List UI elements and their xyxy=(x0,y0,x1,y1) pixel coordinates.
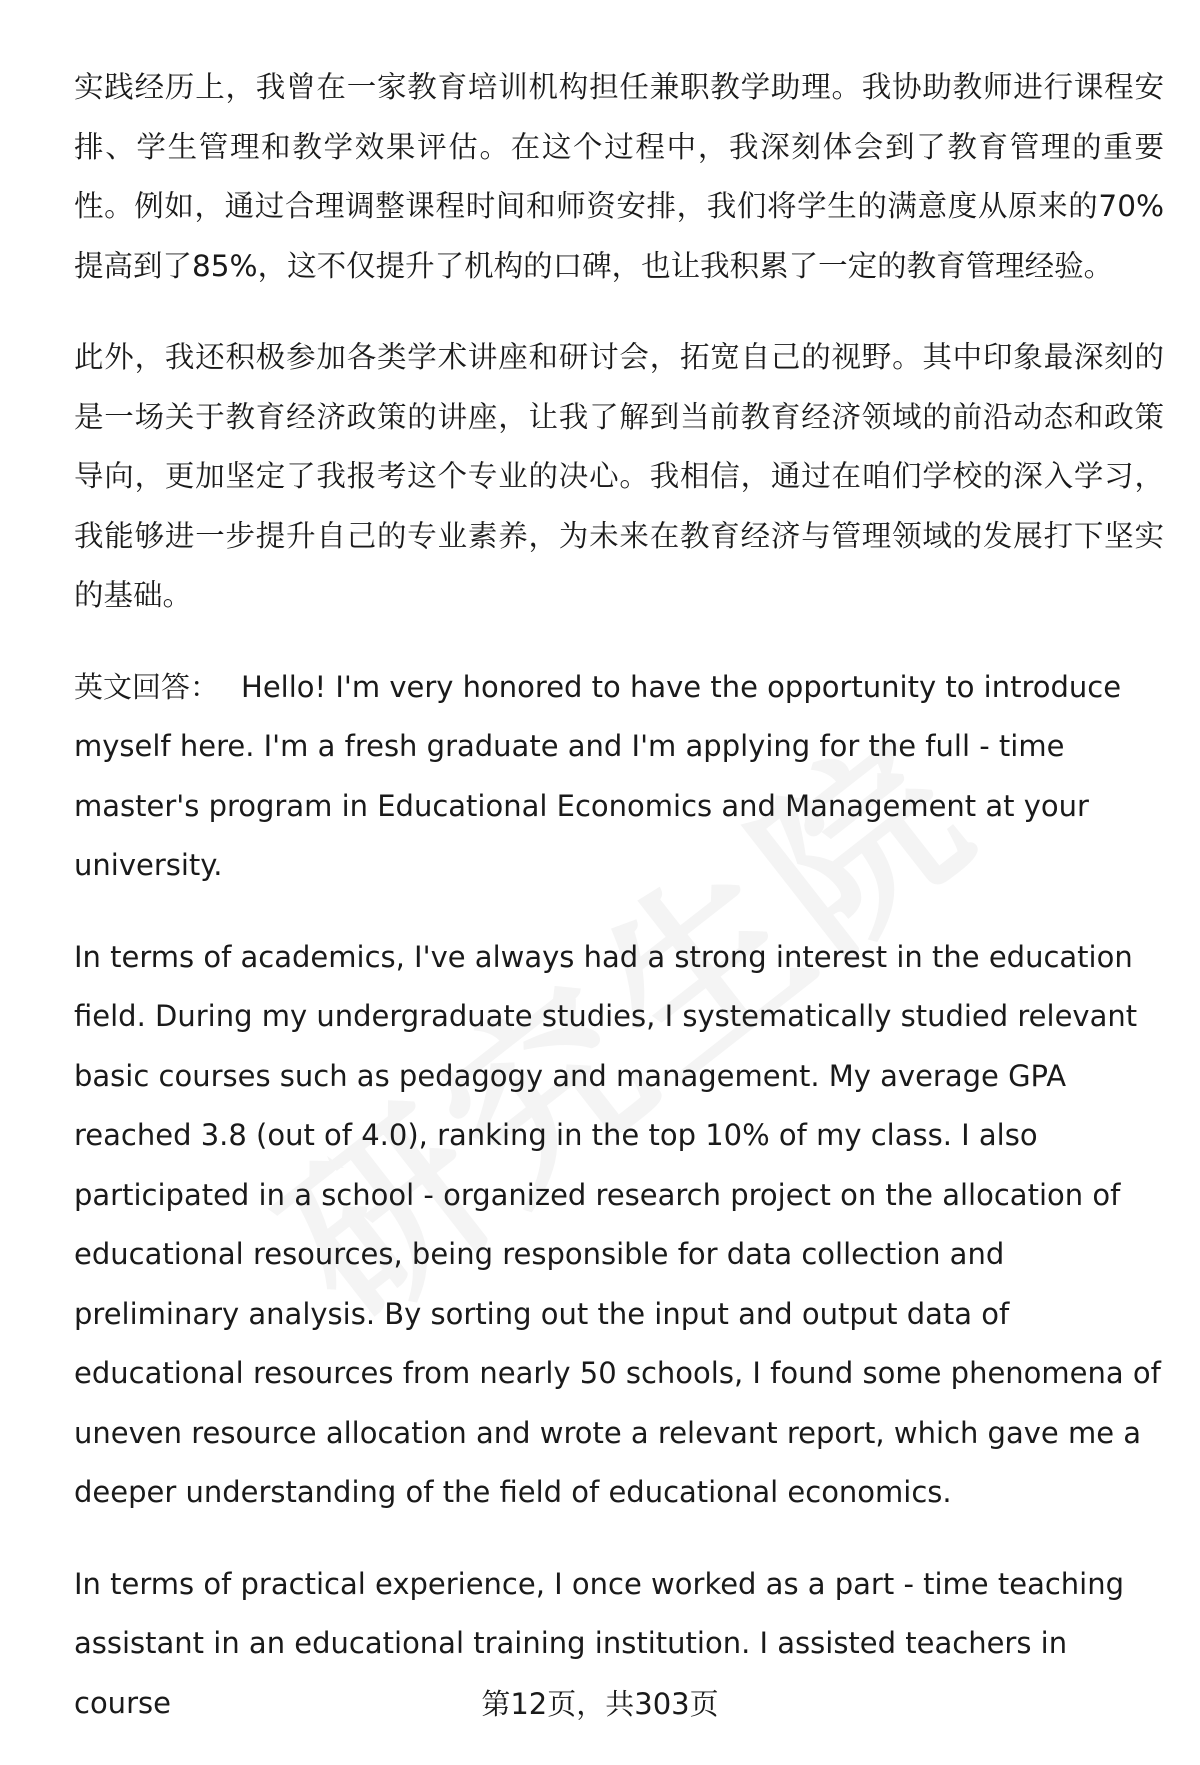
paragraph-academics-en: In terms of academics, I've always had a strong interest in the education field. During my undergraduate studies, I systematically studied relevant basic courses such as pedagogy and management. My average GPA reached 3.8 (out of 4.0), ranking in the top 10% of my class. I also participated in a school - organized research project on the allocation of educational resources, being responsible for data collection and preliminary analysis. By sorting out the input and output data of educational resources from nearly 50 schools, I found some phenomena of uneven resource allocation and wrote a relevant report, which gave me a deeper understanding of the field of educational economics. xyxy=(74,939,1161,1509)
paragraph-activities-cn: 此外，我还积极参加各类学术讲座和研讨会，拓宽自己的视野。其中印象最深刻的是一场关于教育经济政策的讲座，让我了解到当前教育经济领域的前沿动态和政策导向，更加坚定了我报考这个专业的决心。我相信，通过在咱们学校的深入学习，我能够进一步提升自己的专业素养，为未来在教育经济与管理领域的发展打下坚实的基础。 xyxy=(74,340,1164,612)
paragraph-intro-en xyxy=(74,658,1164,896)
intro-en-text: Hello! I'm very honored to have the opportunity to introduce myself here. I'm a fresh graduate and I'm applying for the full - time master's program in Educational Economics and Management at your university. xyxy=(74,669,1122,882)
english-answer-label: 英文回答： xyxy=(74,669,220,704)
paragraph-practice-cn: 实践经历上，我曾在一家教育培训机构担任兼职教学助理。我协助教师进行课程安排、学生管理和教学效果评估。在这个过程中，我深刻体会到了教育管理的重要性。例如，通过合理调整课程时间和师资安排，我们将学生的满意度从原来的70%提高到了85%，这不仅提升了机构的口碑，也让我积累了一定的教育管理经验。 xyxy=(74,70,1164,283)
paragraph-practice-en: In terms of practical experience, I once worked as a part - time teaching assistant in an educational training institution. I assisted teachers in course xyxy=(74,1566,1125,1720)
document-body xyxy=(74,58,1164,1765)
page-number: 第12页，共303页 xyxy=(481,1687,719,1721)
